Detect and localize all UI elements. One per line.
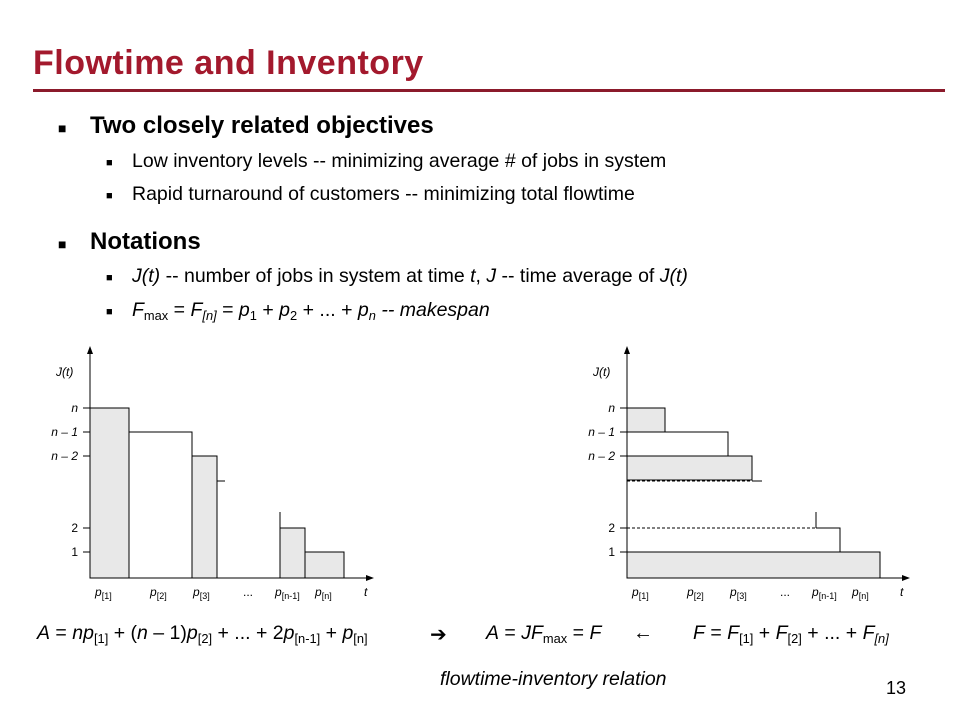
- y-axis-arrow-icon: [87, 346, 93, 354]
- x-tick-symbol: p: [150, 585, 157, 599]
- x-tick-subscript: [n]: [321, 591, 332, 601]
- x-tick-label: [811, 585, 837, 601]
- bullet-rapid-turnaround: Rapid turnaround of customers -- minimizing total flowtime: [132, 183, 635, 205]
- diagram-step: [129, 432, 192, 456]
- bullet-marker: ■: [106, 190, 113, 202]
- diagram-step: [665, 432, 728, 456]
- bullet-marker: ■: [106, 272, 113, 284]
- bullet-notations: Notations: [90, 228, 201, 255]
- x-tick-symbol: p: [632, 585, 639, 599]
- notation-text: p: [279, 299, 291, 321]
- notation-subscript: max: [143, 307, 169, 323]
- formula-text: F: [862, 622, 875, 644]
- y-tick-label: n: [71, 401, 78, 415]
- formula-text: F: [589, 622, 602, 644]
- notation-text: J(t): [132, 265, 161, 287]
- x-tick-label: [729, 585, 747, 601]
- formula-subscript: max: [542, 630, 568, 646]
- x-tick-symbol: p: [730, 585, 737, 599]
- formula-text: – 1): [147, 622, 187, 644]
- formula-total-flowtime: [693, 622, 889, 646]
- y-axis-arrow-icon: [624, 346, 630, 354]
- arrow-left-icon: ←: [633, 622, 653, 644]
- diagram-right: [588, 346, 910, 601]
- slide-title: Flowtime and Inventory: [33, 44, 424, 82]
- x-tick-label: [631, 585, 649, 601]
- x-tick-symbol: p: [193, 585, 200, 599]
- formula-text: p: [83, 622, 94, 644]
- x-tick-label: [851, 585, 869, 601]
- diagram-shaded-region: [280, 528, 305, 578]
- formula-text: p: [186, 622, 198, 644]
- y-axis-label: J(t): [593, 365, 611, 379]
- y-axis-label: J(t): [56, 365, 74, 379]
- x-tick-label: ...: [243, 585, 254, 599]
- notation-text: p: [357, 299, 369, 321]
- formula-text: +: [320, 622, 343, 644]
- y-tick-label: n – 2: [51, 449, 78, 463]
- formula-text: n: [137, 622, 148, 644]
- formula-text: JF: [521, 622, 543, 644]
- formula-subscript: [n-1]: [294, 630, 321, 646]
- x-tick-subscript: [1]: [101, 591, 112, 601]
- notation-text: =: [216, 299, 239, 321]
- formula-subscript: [1]: [739, 630, 754, 646]
- formula-text: p: [283, 622, 295, 644]
- formula-subscript: [2]: [787, 630, 802, 646]
- x-tick-label: [274, 585, 300, 601]
- y-tick-label: 2: [608, 521, 615, 535]
- notation-text: p: [238, 299, 250, 321]
- formula-text: n: [72, 622, 84, 644]
- diagram-left: [51, 346, 374, 601]
- formula-area-sum: [37, 622, 368, 646]
- arrow-right-icon: ➔: [430, 624, 447, 646]
- diagram-shaded-region: [627, 552, 880, 578]
- notation-subscript: 1: [249, 307, 257, 323]
- diagram-shaded-region: [192, 456, 217, 578]
- formula-text: =: [50, 622, 73, 644]
- diagram-shaded-region: [90, 408, 129, 578]
- bullet-marker: ■: [58, 236, 67, 252]
- formula-subscript: [n]: [353, 630, 368, 646]
- formula-text: F: [775, 622, 788, 644]
- bullet-marker: ■: [106, 306, 113, 318]
- diagram-step: [816, 528, 840, 552]
- formula-text: + (: [108, 622, 137, 644]
- formula-text: A: [37, 622, 51, 644]
- x-tick-subscript: [2]: [156, 591, 167, 601]
- y-tick-label: n: [608, 401, 615, 415]
- x-tick-subscript: [1]: [638, 591, 649, 601]
- formula-text: =: [704, 622, 728, 644]
- x-axis-arrow-icon: [902, 575, 910, 581]
- formula-subscript: [2]: [197, 630, 213, 646]
- bullet-objectives: Two closely related objectives: [90, 112, 434, 139]
- formula-text: =: [499, 622, 522, 644]
- diagram-shaded-region: [627, 408, 665, 432]
- formula-text: + ... +: [801, 622, 863, 644]
- x-tick-symbol: p: [687, 585, 694, 599]
- formula-text: F: [693, 622, 705, 644]
- x-tick-subscript: [2]: [693, 591, 704, 601]
- x-tick-subscript: [3]: [199, 591, 210, 601]
- formula-subscript: [n]: [874, 630, 889, 646]
- notation-text: t: [470, 265, 476, 287]
- notation-text: +: [256, 299, 280, 321]
- notation-text: J(t): [659, 265, 688, 287]
- bullet-marker: ■: [58, 120, 67, 136]
- notation-text: + ... +: [297, 299, 358, 321]
- x-tick-label: [149, 585, 167, 601]
- y-tick-label: 1: [608, 545, 615, 559]
- x-axis-arrow-icon: [366, 575, 374, 581]
- formula-text: =: [567, 622, 590, 644]
- formula-text: +: [753, 622, 776, 644]
- x-tick-symbol: p: [315, 585, 322, 599]
- bullet-low-inventory: Low inventory levels -- minimizing average # of jobs in system: [132, 150, 667, 172]
- diagram-shaded-region: [627, 456, 752, 480]
- x-axis-label: t: [364, 585, 368, 599]
- x-tick-symbol: p: [812, 585, 819, 599]
- page-number: 13: [886, 678, 907, 698]
- formula-area-jf: [486, 622, 601, 646]
- x-tick-symbol: p: [852, 585, 859, 599]
- formula-text: p: [342, 622, 354, 644]
- x-tick-subscript: [n]: [858, 591, 869, 601]
- formula-text: F: [727, 622, 740, 644]
- y-tick-label: 2: [71, 521, 78, 535]
- notation-subscript: n: [368, 307, 376, 323]
- notation-text: F: [132, 299, 144, 321]
- x-tick-subscript: [3]: [736, 591, 747, 601]
- bullet-marker: ■: [106, 157, 113, 169]
- notation-text: -- makespan: [375, 299, 490, 321]
- y-tick-label: n – 1: [51, 425, 78, 439]
- notation-subscript: [n]: [202, 307, 217, 323]
- notation-text: =: [168, 299, 191, 321]
- y-tick-label: n – 1: [588, 425, 615, 439]
- formula-subscript: [1]: [93, 630, 109, 646]
- figure-caption: flowtime-inventory relation: [440, 668, 667, 690]
- x-axis-label: t: [900, 585, 904, 599]
- y-tick-label: 1: [71, 545, 78, 559]
- x-tick-symbol: p: [95, 585, 102, 599]
- notation-subscript: 2: [290, 307, 298, 323]
- notation-text: F: [190, 299, 203, 321]
- x-tick-label: [94, 585, 112, 601]
- y-tick-label: n – 2: [588, 449, 615, 463]
- notation-text: ,: [475, 265, 487, 287]
- x-tick-symbol: p: [275, 585, 282, 599]
- notation-text: -- time average of: [496, 265, 660, 287]
- notation-text: J: [486, 265, 497, 287]
- formula-text: + ... + 2: [212, 622, 284, 644]
- x-tick-label: ...: [780, 585, 791, 599]
- x-tick-label: [686, 585, 704, 601]
- x-tick-label: [314, 585, 332, 601]
- notation-text: -- number of jobs in system at time: [160, 265, 471, 287]
- x-tick-label: [192, 585, 210, 601]
- x-tick-subscript: [n-1]: [281, 591, 300, 601]
- diagram-shaded-region: [305, 552, 344, 578]
- formula-text: A: [486, 622, 500, 644]
- x-tick-subscript: [n-1]: [818, 591, 837, 601]
